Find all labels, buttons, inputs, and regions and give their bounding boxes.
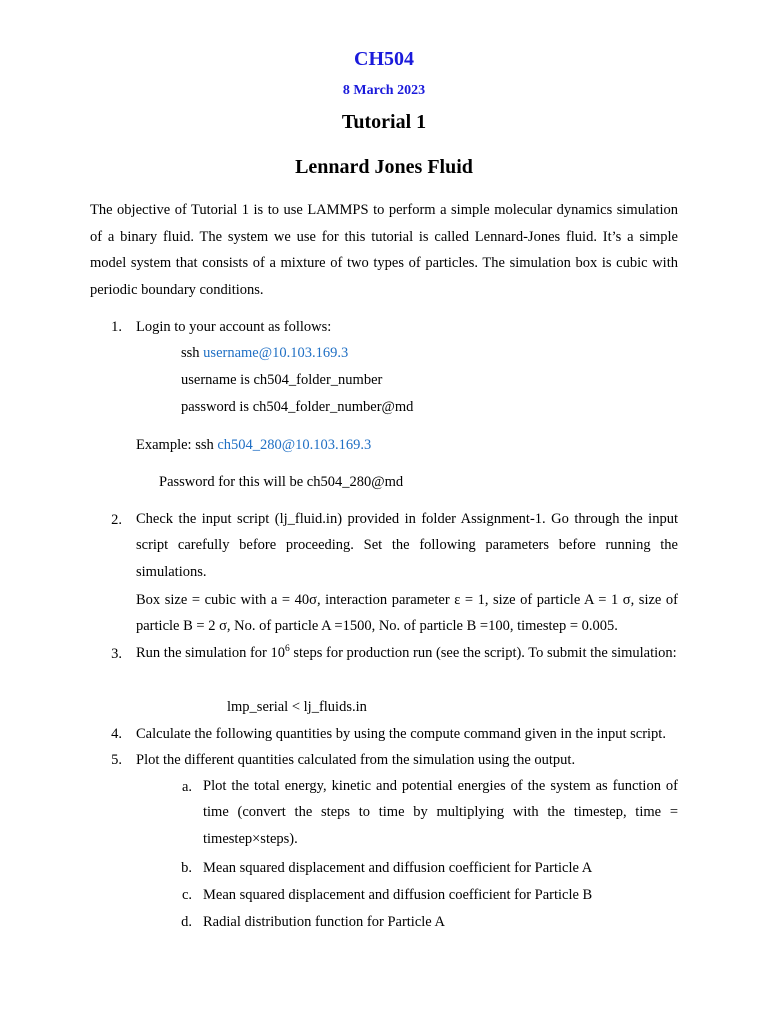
step-5-text: Plot the different quantities calculated from the simulation using the output. — [136, 752, 576, 768]
example-password: Password for this will be ch504_280@md — [159, 474, 404, 490]
step-1-number: 1. — [111, 319, 122, 335]
course-code: CH504 — [354, 48, 414, 70]
subitem-b-text: Mean squared displacement and diffusion coefficient for Particle A — [203, 860, 593, 876]
step-5-number: 5. — [111, 752, 122, 768]
subitem-d-text: Radial distribution function for Particle A — [203, 914, 446, 930]
step-3-text-after: steps for production run (see the script). To submit the simulation: — [289, 645, 677, 661]
subitem-c-text: Mean squared displacement and diffusion coefficient for Particle B — [203, 887, 593, 903]
tutorial-number: Tutorial 1 — [341, 111, 427, 133]
example-ssh — [136, 435, 371, 455]
ssh-prefix: ssh — [181, 345, 204, 361]
ssh-link[interactable]: username@10.103.169.3 — [203, 345, 349, 361]
step-2-text: Check the input script (lj_fluid.in) provided in folder Assignment-1. Go through the input script carefully before proceeding. Set the following parameters before running the simulations. — [136, 511, 678, 580]
intro-paragraph: The objective of Tutorial 1 is to use LAMMPS to perform a simple molecular dynamics simulation of a binary fluid. The system we use for this tutorial is called Lennard-Jones fluid. It’s a simple model system that consists of a mixture of two types of particles. The simulation box is cubic with periodic boundary conditions. — [90, 202, 678, 298]
step-1-text: Login to your account as follows: — [136, 319, 332, 335]
step-4-text: Calculate the following quantities by using the compute command given in the input script. — [136, 726, 666, 742]
step-3-text — [136, 640, 678, 668]
step-2-params: Box size = cubic with a = 40σ, interaction parameter ε = 1, size of particle A = 1 σ, size of particle B = 2 σ, No. of particle A =1500, No. of particle B =100, timestep = 0.005. — [136, 592, 678, 635]
date: 8 March 2023 — [342, 83, 426, 98]
subitem-c-label: c. — [181, 887, 192, 903]
username-line: username is ch504_folder_number — [181, 372, 383, 388]
example-link[interactable]: ch504_280@10.103.169.3 — [217, 437, 372, 453]
step-3-exponent: 6 — [285, 644, 290, 654]
subitem-a-text: Plot the total energy, kinetic and potential energies of the system as function of time (convert the steps to time by multiplying with the timestep, time = timestep×steps). — [203, 778, 678, 847]
password-line: password is ch504_folder_number@md — [181, 399, 414, 415]
subitem-d-label: d. — [181, 914, 192, 930]
subitem-b-label: b. — [181, 860, 192, 876]
step-3-number: 3. — [111, 646, 122, 662]
step-2-number: 2. — [111, 512, 122, 528]
page-title: Lennard Jones Fluid — [295, 156, 473, 178]
step-3-text-before: Run the simulation for 10 — [136, 645, 286, 661]
ssh-command — [181, 343, 348, 363]
example-prefix: Example: ssh — [136, 437, 218, 453]
subitem-a-label: a. — [181, 779, 192, 795]
submit-command: lmp_serial < lj_fluids.in — [227, 699, 367, 715]
step-4-number: 4. — [111, 726, 122, 742]
